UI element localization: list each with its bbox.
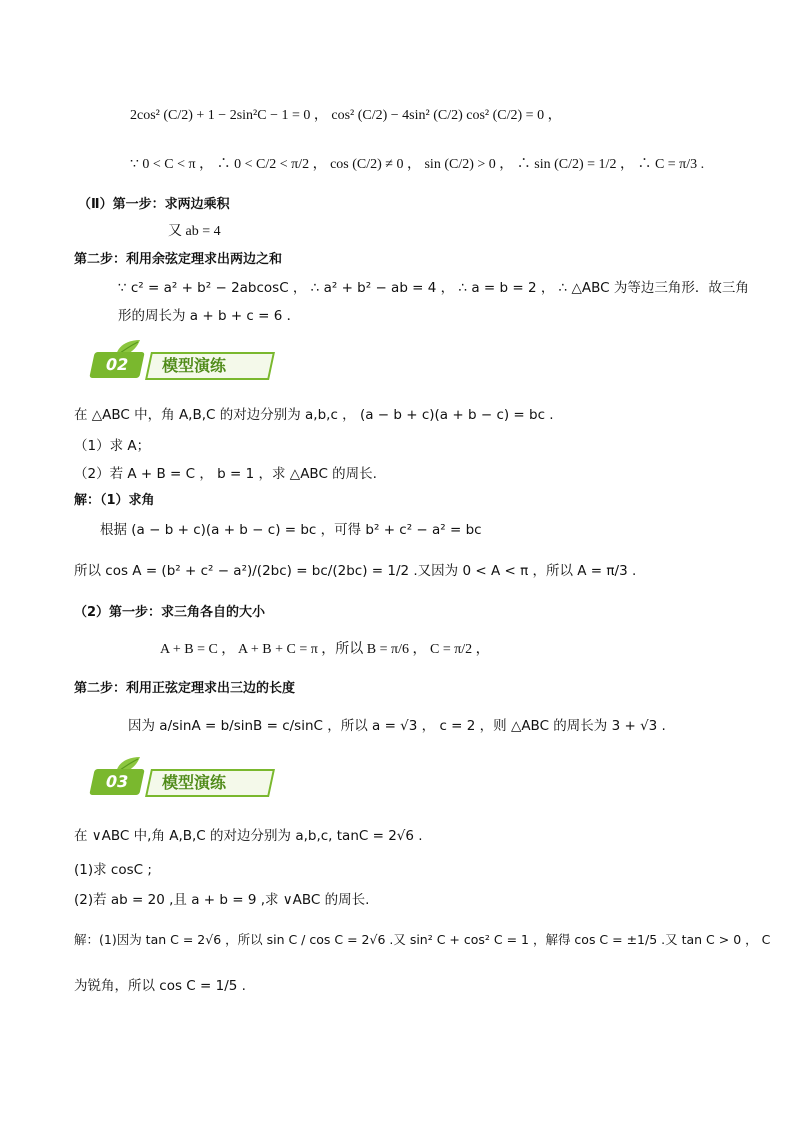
problem-part: (2)若 ab = 20 ,且 a + b = 9 ,求 ∨ABC 的周长. (74, 892, 370, 908)
text-line: 所以 cos A = (b² + c² − a²)/(2bc) = bc/(2bc) = 1/2 .又因为 0 < A < π ，所以 A = π/3 . (74, 563, 637, 579)
solution-line: 解：(1)因为 tan C = 2√6 ，所以 sin C / cos C = 2√6 .又 sin² C + cos² C = 1 ，解得 cos C = ±1/5 .又 tan C > 0 ， C (74, 932, 771, 947)
text-line: 根据 (a − b + c)(a + b − c) = bc ，可得 b² + c² − a² = bc (100, 522, 482, 538)
equation-line: 2cos² (C/2) + 1 − 2sin²C − 1 = 0 ， cos² (C/2) − 4sin² (C/2) cos² (C/2) = 0 ， (130, 108, 562, 123)
equation-line: ∵ 0 < C < π ， ∴ 0 < C/2 < π/2 ， cos (C/2) ≠ 0 ， sin (C/2) > 0 ， ∴ sin (C/2) = 1/2 ， ∴ C = π/3 . (130, 157, 705, 172)
banner-title: 模型演练 (162, 773, 227, 792)
equation-line: 又 ab = 4 (168, 224, 221, 239)
step-heading: （2）第一步：求三角各自的大小 (74, 605, 266, 620)
problem-statement: 在 ∨ABC 中,角 A,B,C 的对边分别为 a,b,c, tanC = 2√6 . (74, 828, 423, 844)
section-banner-02 (92, 340, 272, 380)
solution-heading: 解：（1）求角 (74, 493, 155, 508)
text-line: 因为 a/sinA = b/sinB = c/sinC ，所以 a = √3 ， c = 2 ，则 △ABC 的周长为 3 + √3 . (128, 718, 666, 734)
step-heading: （Ⅱ）第一步：求两边乘积 (78, 197, 230, 212)
problem-statement: 在 △ABC 中，角 A,B,C 的对边分别为 a,b,c ， (a − b + c)(a + b − c) = bc . (74, 407, 554, 423)
text-line: ∵ c² = a² + b² − 2abcosC ， ∴ a² + b² − ab = 4 ， ∴ a = b = 2 ， ∴ △ABC 为等边三角形．故三角 (118, 280, 749, 296)
problem-part: (1)求 cosC ; (74, 862, 152, 878)
text-line: 形的周长为 a + b + c = 6 ． (118, 308, 301, 324)
solution-line: 为锐角，所以 cos C = 1/5 . (74, 978, 246, 994)
section-banner-03 (92, 757, 272, 797)
equation-line: A + B = C ， A + B + C = π ，所以 B = π/6 ， C = π/2 ， (160, 642, 490, 657)
step-heading: 第二步：利用余弦定理求出两边之和 (74, 252, 283, 267)
problem-part: （1）求 A； (74, 438, 151, 454)
banner-number: 02 (89, 352, 145, 378)
banner-number: 03 (89, 769, 145, 795)
banner-title-box (145, 769, 275, 797)
banner-title-box (145, 352, 275, 380)
step-heading: 第二步：利用正弦定理求出三边的长度 (74, 681, 296, 696)
problem-part: （2）若 A + B = C ， b = 1 ，求 △ABC 的周长. (74, 466, 377, 482)
banner-title: 模型演练 (162, 356, 227, 375)
